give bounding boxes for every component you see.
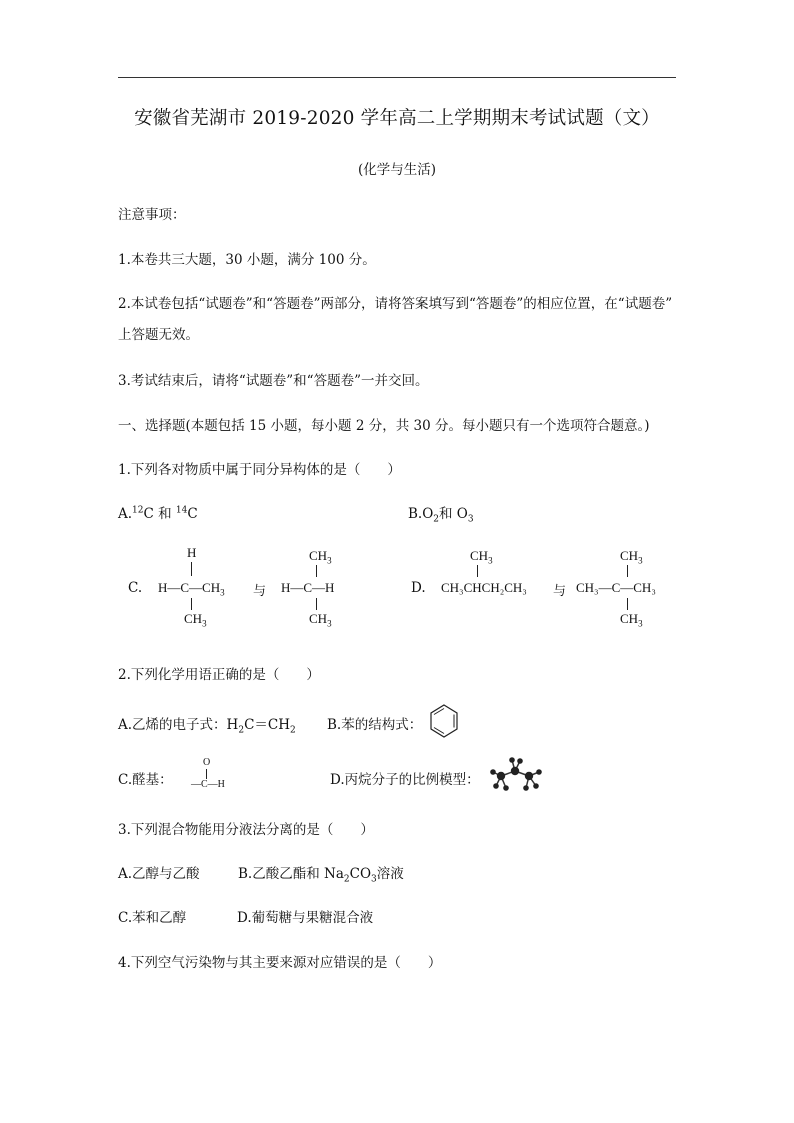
q3-option-d: D.葡萄糖与果糖混合液 — [237, 910, 374, 926]
q2-option-d: D.丙烷分子的比例模型： — [330, 772, 480, 788]
q1-option-c-label: C. — [128, 580, 143, 596]
page-subtitle: (化学与生活) — [357, 162, 437, 178]
notice-item-2-cont: 上答题无效。 — [118, 327, 199, 343]
q1-option-d-label: D. — [411, 580, 426, 596]
question-2-stem: 2.下列化学用语正确的是（ ） — [118, 667, 320, 683]
benzene-ring-icon — [428, 703, 460, 739]
propane-model-icon — [488, 755, 544, 793]
question-4-stem: 4.下列空气污染物与其主要来源对应错误的是（ ） — [118, 955, 442, 971]
q3-option-b: B.乙酸乙酯和 $Na_2CO_3$溶液 — [238, 866, 404, 885]
notice-item-3: 3.考试结束后，请将“试题卷”和“答题卷”一并交回。 — [118, 373, 429, 389]
q1-option-a: A.$^{12}$C 和 $^{14}$C — [118, 505, 198, 522]
q1-c-right-structure: $CH_3$ H—C—H $CH_3$ — [281, 548, 335, 629]
q3-option-a: A.乙醇与乙酸 — [118, 866, 200, 882]
header-rule — [118, 77, 676, 78]
aldehyde-group-structure: O —C—H — [191, 757, 225, 790]
q1-d-yu: 与 — [553, 584, 567, 599]
section-heading: 一、选择题(本题包括 15 小题，每小题 2 分，共 30 分。每小题只有一个选项符合题意。) — [118, 418, 650, 434]
q1-d-right-structure: $CH_3$ CH₃—C—CH₃ $CH_3$ — [576, 548, 656, 629]
notice-item-1: 1.本卷共三大题，30 小题，满分 100 分。 — [118, 252, 376, 268]
question-1-stem: 1.下列各对物质中属于同分异构体的是（ ） — [118, 462, 401, 478]
notice-item-2: 2.本试卷包括“试题卷”和“答题卷”两部分，请将答案填写到“答题卷”的相应位置，在“试题卷” — [118, 296, 673, 312]
page-title: 安徽省芜湖市 2019-2020 学年高二上学期期末考试试题（文） — [134, 108, 660, 129]
q2-option-b: B.苯的结构式： — [327, 717, 423, 733]
question-3-stem: 3.下列混合物能用分液法分离的是（ ） — [118, 822, 374, 838]
q2-option-a: A.乙烯的电子式：$H_2C=CH_2$ — [118, 717, 296, 736]
q1-d-left-structure: $CH_3$ CH₃CHCH₂CH₃ — [441, 548, 527, 595]
q3-option-c: C.苯和乙醇 — [118, 910, 187, 926]
notice-heading: 注意事项： — [118, 207, 186, 223]
q1-option-b: $B.O_2$和 $O_3$ — [408, 506, 474, 525]
q2-option-c: C.醛基： — [118, 772, 173, 788]
q1-c-left-structure: H $H—C—CH_3$ $CH_3$ — [158, 545, 225, 629]
q1-c-yu: 与 — [253, 584, 267, 599]
